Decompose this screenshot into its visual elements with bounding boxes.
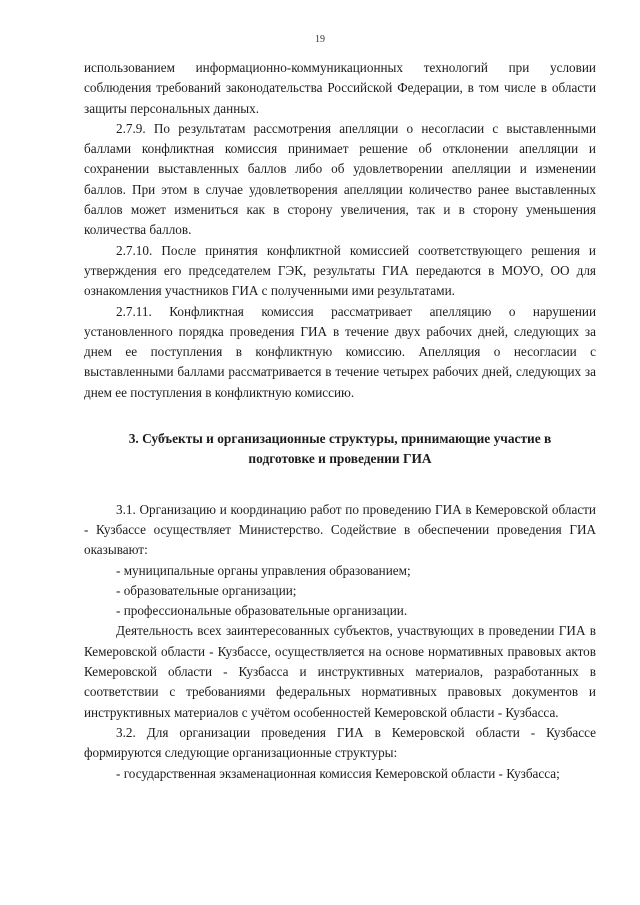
paragraph-continuation: использованием информационно-коммуникационных технологий при условии соблюдения требований законодательства Российской Федерации, в том числе в области защиты персональных данных. <box>84 60 596 116</box>
section-heading: 3. Субъекты и организационные структуры, принимающие участие в подготовке и проведении ГИА <box>128 431 552 467</box>
list-item-gek: - государственная экзаменационная комиссия Кемеровской области - Кузбасса; <box>116 765 560 781</box>
list-item-municipal: - муниципальные органы управления образованием; <box>116 562 411 578</box>
page-number: 19 <box>315 34 325 45</box>
paragraph-3-1: 3.1. Организацию и координацию работ по проведению ГИА в Кемеровской области - Кузбассе осуществляет Министерство. Содействие в обеспечении проведения ГИА оказывают: <box>84 501 596 558</box>
list-item-educational: - образовательные организации; <box>116 582 297 598</box>
list-item-professional: - профессиональные образовательные организации. <box>116 603 408 619</box>
paragraph-activity: Деятельность всех заинтересованных субъектов, участвующих в проведении ГИА в Кемеровской области - Кузбассе, осуществляется на основе нормативных правовых актов Кемеровской области - Кузбасса и инструктивных материалов, разработанных в соответствии с требованиями федеральных нормативных правовых документов и инструктивных материалов с учётом особенностей Кемеровской области - Кузбасса. <box>84 623 596 720</box>
paragraph-2-7-10: 2.7.10. После принятия конфликтной комиссией соответствующего решения и утверждения его председателем ГЭК, результаты ГИА передаются в МОУО, ОО для ознакомления участников ГИА с полученными ими результатами. <box>84 242 596 299</box>
paragraph-2-7-11: 2.7.11. Конфликтная комиссия рассматривает апелляцию о нарушении установленного порядка проведения ГИА в течение двух рабочих дней, следующих за днем ее поступления в конфликтную комиссию. Апелляция о несогласии с выставленными баллами рассматривается в течение четырех рабочих дней, следующих за днем ее поступления в конфликтную комиссию. <box>84 303 596 400</box>
document-body <box>84 58 596 784</box>
paragraph-2-7-9: 2.7.9. По результатам рассмотрения апелляции о несогласии с выставленными баллами конфликтная комиссия принимает решение об отклонении апелляции и сохранении выставленных баллов либо об удовлетворении апелляции и изменении баллов. При этом в случае удовлетворения апелляции количество ранее выставленных баллов может измениться как в сторону увеличения, так и в сторону уменьшения количества баллов. <box>84 120 596 238</box>
paragraph-3-2: 3.2. Для организации проведения ГИА в Кемеровской области - Кузбассе формируются следующие организационные структуры: <box>84 724 596 761</box>
